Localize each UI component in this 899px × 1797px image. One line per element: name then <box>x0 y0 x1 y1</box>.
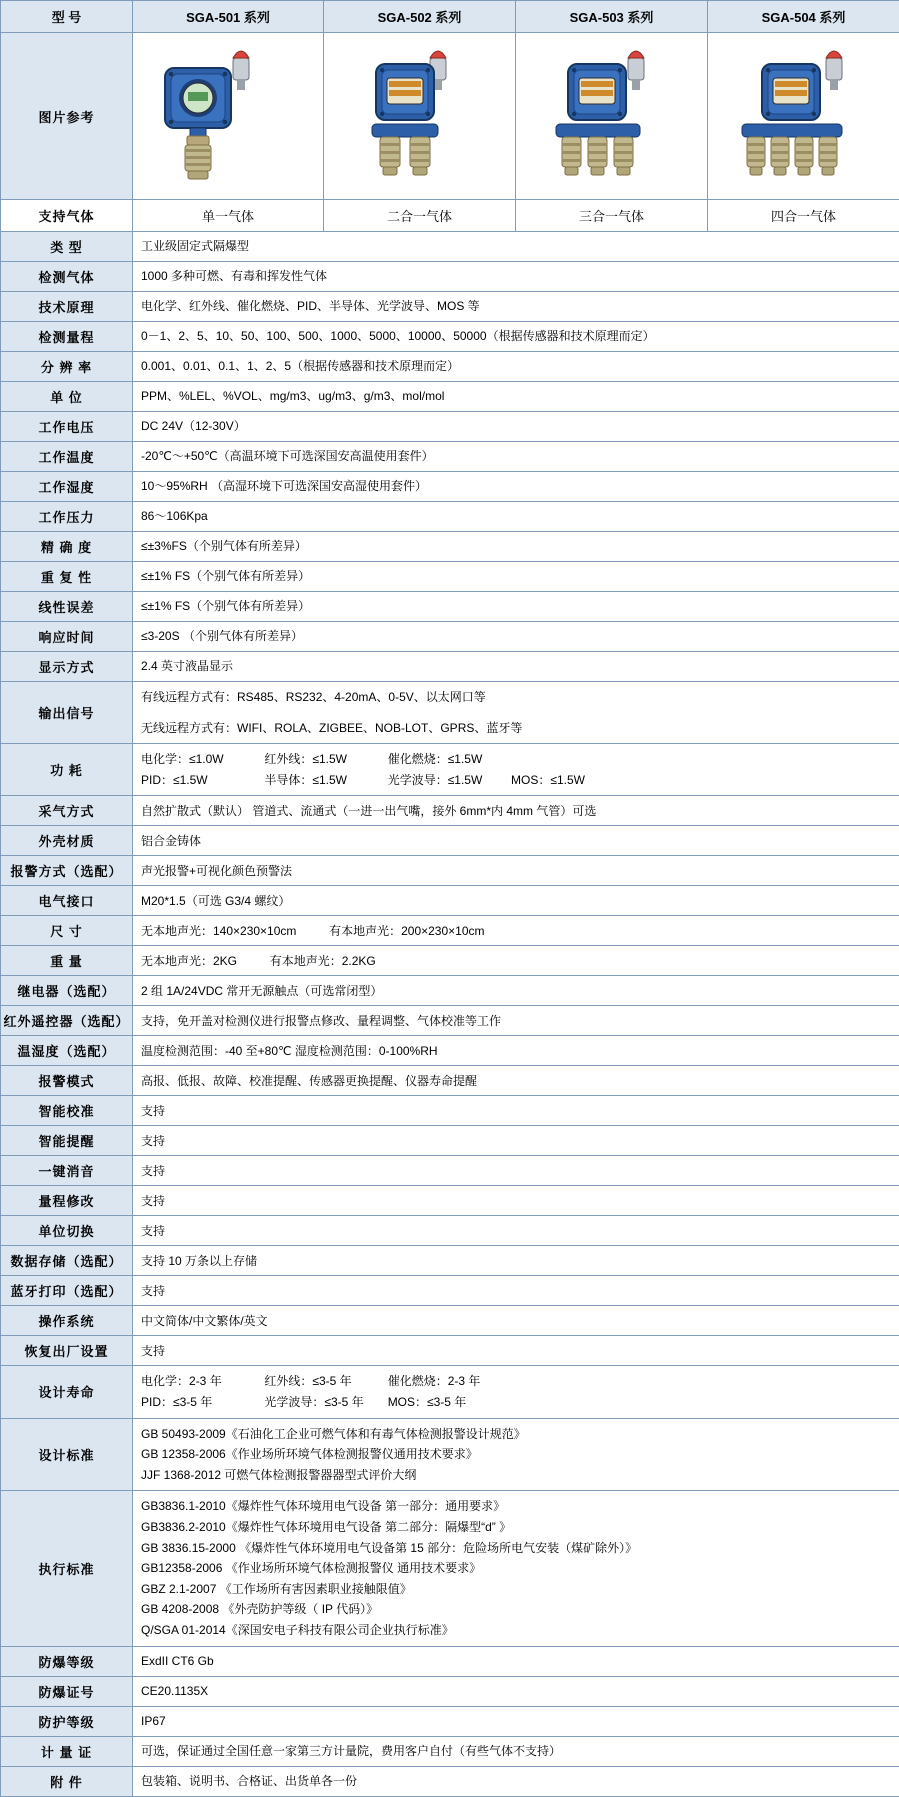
table-row-principle <box>1 292 899 322</box>
table-row-smart-reminder <box>1 1126 899 1156</box>
exec-standard-line: GB12358-2006 《作业场所环境气体检测报警仪 通用技术要求》 <box>141 1558 891 1579</box>
row-value-power <box>133 744 899 796</box>
row-value-temp-humidity-option: 温度检测范围：-40 至+80℃ 湿度检测范围：0-100%RH <box>133 1036 899 1066</box>
row-value-sampling: 自然扩散式（默认） 管道式、流通式（一进一出气嘴，接外 6mm*内 4mm 气管）可选 <box>133 796 899 826</box>
model-503: SGA-503 系列 <box>516 1 708 33</box>
row-label-smart-reminder: 智能提醒 <box>1 1126 133 1156</box>
power-infrared: 红外线：≤1.5W <box>264 750 384 769</box>
row-value-output-signal <box>133 682 899 744</box>
gas-support-501: 单一气体 <box>133 200 324 232</box>
table-row-range-modify <box>1 1186 899 1216</box>
lifetime-mos: MOS：≤3-5 年 <box>388 1393 508 1412</box>
row-value-relay: 2 组 1A/24VDC 常开无源触点（可选常闭型） <box>133 976 899 1006</box>
size-with-alarm: 有本地声光：200×230×10cm <box>329 924 484 938</box>
table-row-exec-standard <box>1 1491 899 1646</box>
row-label-ex-certificate: 防爆证号 <box>1 1676 133 1706</box>
row-label-one-key-mute: 一键消音 <box>1 1156 133 1186</box>
row-label-alarm-mode: 报警模式 <box>1 1066 133 1096</box>
row-value-principle: 电化学、红外线、催化燃烧、PID、半导体、光学波导、MOS 等 <box>133 292 899 322</box>
table-row-ex-certificate <box>1 1676 899 1706</box>
row-value-resolution: 0.001、0.01、0.1、1、2、5（根据传感器和技术原理而定） <box>133 352 899 382</box>
table-row-temp-humidity-option <box>1 1036 899 1066</box>
row-label-output-signal: 输出信号 <box>1 682 133 744</box>
row-label-accuracy: 精 确 度 <box>1 532 133 562</box>
row-label-weight: 重 量 <box>1 946 133 976</box>
power-semiconductor: 半导体：≤1.5W <box>264 771 384 790</box>
table-row-gas-support <box>1 200 899 232</box>
table-row-power <box>1 744 899 796</box>
exec-standard-line: GB 4208-2008 《外壳防护等级（ IP 代码）》 <box>141 1599 891 1620</box>
lifetime-line-2 <box>141 1392 891 1413</box>
sensor-illustration-1 <box>141 40 316 190</box>
row-value-factory-reset: 支持 <box>133 1336 899 1366</box>
size-without-alarm: 无本地声光：140×230×10cm <box>141 924 296 938</box>
row-value-shell-material: 铝合金铸体 <box>133 826 899 856</box>
row-value-type: 工业级固定式隔爆型 <box>133 232 899 262</box>
gas-support-502: 二合一气体 <box>324 200 516 232</box>
row-label-pressure: 工作压力 <box>1 502 133 532</box>
exec-standard-line: GB3836.2-2010《爆炸性气体环境用电气设备 第二部分：隔爆型“d” 》 <box>141 1517 891 1538</box>
table-row-unit <box>1 382 899 412</box>
table-row-sampling <box>1 796 899 826</box>
row-value-smart-calibration: 支持 <box>133 1096 899 1126</box>
product-image-504 <box>708 33 899 200</box>
sensor-illustration-3 <box>524 40 699 190</box>
row-value-size <box>133 916 899 946</box>
row-value-temperature: -20℃～+50℃（高温环境下可选深国安高温使用套件） <box>133 442 899 472</box>
table-row-type <box>1 232 899 262</box>
table-row-accuracy <box>1 532 899 562</box>
row-value-one-key-mute: 支持 <box>133 1156 899 1186</box>
row-label-lifetime: 设计寿命 <box>1 1366 133 1418</box>
table-row-alarm-method <box>1 856 899 886</box>
row-label-ir-remote: 红外遥控器（选配） <box>1 1006 133 1036</box>
row-label-voltage: 工作电压 <box>1 412 133 442</box>
table-row-range <box>1 322 899 352</box>
table-row-accessories <box>1 1766 899 1796</box>
table-row-relay <box>1 976 899 1006</box>
table-row-factory-reset <box>1 1336 899 1366</box>
row-value-electrical-interface: M20*1.5（可选 G3/4 螺纹） <box>133 886 899 916</box>
row-value-bluetooth-print: 支持 <box>133 1276 899 1306</box>
gas-support-503: 三合一气体 <box>516 200 708 232</box>
row-label-unit: 单 位 <box>1 382 133 412</box>
table-row-weight <box>1 946 899 976</box>
lifetime-electrochemical: 电化学：2-3 年 <box>141 1372 261 1391</box>
table-row-electrical-interface <box>1 886 899 916</box>
table-row-alarm-mode <box>1 1066 899 1096</box>
table-row-model <box>1 1 899 33</box>
row-label-humidity: 工作湿度 <box>1 472 133 502</box>
exec-standard-line: GB 3836.15-2000 《爆炸性气体环境用电气设备第 15 部分：危险场所电气安装（煤矿除外）》 <box>141 1538 891 1559</box>
table-row-temperature <box>1 442 899 472</box>
table-row-images <box>1 33 899 200</box>
row-label-size: 尺 寸 <box>1 916 133 946</box>
row-label-type: 类 型 <box>1 232 133 262</box>
row-label-model: 型 号 <box>1 1 133 33</box>
power-mos: MOS：≤1.5W <box>511 771 631 790</box>
product-image-501 <box>133 33 324 200</box>
lifetime-infrared: 红外线：≤3-5 年 <box>264 1372 384 1391</box>
power-pid: PID：≤1.5W <box>141 771 261 790</box>
table-row-voltage <box>1 412 899 442</box>
sensor-illustration-2 <box>332 40 507 190</box>
row-value-linearity: ≤±1% FS（个别气体有所差异） <box>133 592 899 622</box>
row-label-range: 检测量程 <box>1 322 133 352</box>
lifetime-pid: PID：≤3-5 年 <box>141 1393 261 1412</box>
row-value-voltage: DC 24V（12-30V） <box>133 412 899 442</box>
power-optical: 光学波导：≤1.5W <box>388 771 508 790</box>
row-label-exec-standard: 执行标准 <box>1 1491 133 1646</box>
row-value-response-time: ≤3-20S （个别气体有所差异） <box>133 622 899 652</box>
row-label-power: 功 耗 <box>1 744 133 796</box>
row-label-sampling: 采气方式 <box>1 796 133 826</box>
row-label-shell-material: 外壳材质 <box>1 826 133 856</box>
product-image-502 <box>324 33 516 200</box>
row-value-design-standard <box>133 1418 899 1491</box>
row-value-accessories: 包装箱、说明书、合格证、出货单各一份 <box>133 1766 899 1796</box>
table-row-data-storage <box>1 1246 899 1276</box>
model-504: SGA-504 系列 <box>708 1 899 33</box>
row-label-resolution: 分 辨 率 <box>1 352 133 382</box>
output-signal-wired: 有线远程方式有：RS485、RS232、4-20mA、0-5V、以太网口等 <box>141 687 891 708</box>
row-label-data-storage: 数据存储（选配） <box>1 1246 133 1276</box>
lifetime-catalytic: 催化燃烧：2-3 年 <box>388 1372 508 1391</box>
table-row-detect-gas <box>1 262 899 292</box>
row-label-factory-reset: 恢复出厂设置 <box>1 1336 133 1366</box>
row-value-smart-reminder: 支持 <box>133 1126 899 1156</box>
row-value-ip-rating: IP67 <box>133 1706 899 1736</box>
row-label-detect-gas: 检测气体 <box>1 262 133 292</box>
row-label-principle: 技术原理 <box>1 292 133 322</box>
power-line-2 <box>141 770 891 791</box>
row-label-response-time: 响应时间 <box>1 622 133 652</box>
spacer <box>141 708 891 718</box>
table-row-design-standard <box>1 1418 899 1491</box>
row-value-weight <box>133 946 899 976</box>
design-standard-line: GB 50493-2009《石油化工企业可燃气体和有毒气体检测报警设计规范》 <box>141 1424 891 1445</box>
exec-standard-line: GB3836.1-2010《爆炸性气体环境用电气设备 第一部分：通用要求》 <box>141 1496 891 1517</box>
table-row-display <box>1 652 899 682</box>
row-value-exec-standard <box>133 1491 899 1646</box>
power-electrochemical: 电化学：≤1.0W <box>141 750 261 769</box>
exec-standard-line: GBZ 2.1-2007 《工作场所有害因素职业接触限值》 <box>141 1579 891 1600</box>
row-label-metrology-certificate: 计 量 证 <box>1 1736 133 1766</box>
row-value-ir-remote: 支持，免开盖对检测仪进行报警点修改、量程调整、气体校准等工作 <box>133 1006 899 1036</box>
table-row-bluetooth-print <box>1 1276 899 1306</box>
row-label-repeatability: 重 复 性 <box>1 562 133 592</box>
model-501: SGA-501 系列 <box>133 1 324 33</box>
row-value-accuracy: ≤±3%FS（个别气体有所差异） <box>133 532 899 562</box>
table-row-ex-rating <box>1 1646 899 1676</box>
table-row-smart-calibration <box>1 1096 899 1126</box>
row-label-smart-calibration: 智能校准 <box>1 1096 133 1126</box>
table-row-one-key-mute <box>1 1156 899 1186</box>
row-value-humidity: 10～95%RH （高湿环境下可选深国安高湿使用套件） <box>133 472 899 502</box>
gas-support-504: 四合一气体 <box>708 200 899 232</box>
table-row-resolution <box>1 352 899 382</box>
row-label-bluetooth-print: 蓝牙打印（选配） <box>1 1276 133 1306</box>
product-image-503 <box>516 33 708 200</box>
row-value-ex-certificate: CE20.1135X <box>133 1676 899 1706</box>
row-value-detect-gas: 1000 多种可燃、有毒和挥发性气体 <box>133 262 899 292</box>
table-row-pressure <box>1 502 899 532</box>
table-row-lifetime <box>1 1366 899 1418</box>
table-row-output-signal <box>1 682 899 744</box>
power-catalytic: 催化燃烧：≤1.5W <box>388 750 508 769</box>
lifetime-optical: 光学波导：≤3-5 年 <box>264 1393 384 1412</box>
exec-standard-line: Q/SGA 01-2014《深国安电子科技有限公司企业执行标准》 <box>141 1620 891 1641</box>
row-value-range-modify: 支持 <box>133 1186 899 1216</box>
design-standard-line: JJF 1368-2012 可燃气体检测报警器器型式评价大纲 <box>141 1465 891 1486</box>
row-label-relay: 继电器（选配） <box>1 976 133 1006</box>
row-label-alarm-method: 报警方式（选配） <box>1 856 133 886</box>
row-label-electrical-interface: 电气接口 <box>1 886 133 916</box>
power-line-1 <box>141 749 891 770</box>
row-value-range: 0－1、2、5、10、50、100、500、1000、5000、10000、50000（根据传感器和技术原理而定） <box>133 322 899 352</box>
row-label-display: 显示方式 <box>1 652 133 682</box>
row-value-repeatability: ≤±1% FS（个别气体有所差异） <box>133 562 899 592</box>
table-row-response-time <box>1 622 899 652</box>
row-value-alarm-method: 声光报警+可视化颜色预警法 <box>133 856 899 886</box>
row-value-alarm-mode: 高报、低报、故障、校准提醒、传感器更换提醒、仪器寿命提醒 <box>133 1066 899 1096</box>
row-label-accessories: 附 件 <box>1 1766 133 1796</box>
row-label-ex-rating: 防爆等级 <box>1 1646 133 1676</box>
weight-with-alarm: 有本地声光：2.2KG <box>270 954 376 968</box>
row-label-ip-rating: 防护等级 <box>1 1706 133 1736</box>
row-value-pressure: 86～106Kpa <box>133 502 899 532</box>
table-row-size <box>1 916 899 946</box>
table-row-unit-switch <box>1 1216 899 1246</box>
row-label-temperature: 工作温度 <box>1 442 133 472</box>
row-value-ex-rating: ExdII CT6 Gb <box>133 1646 899 1676</box>
row-value-unit-switch: 支持 <box>133 1216 899 1246</box>
table-row-linearity <box>1 592 899 622</box>
row-label-gas-support: 支持气体 <box>1 200 133 232</box>
table-row-humidity <box>1 472 899 502</box>
row-value-os: 中文简体/中文繁体/英文 <box>133 1306 899 1336</box>
table-row-metrology-certificate <box>1 1736 899 1766</box>
output-signal-wireless: 无线远程方式有：WIFI、ROLA、ZIGBEE、NOB-LOT、GPRS、蓝牙等 <box>141 718 891 739</box>
row-label-temp-humidity-option: 温湿度（选配） <box>1 1036 133 1066</box>
row-label-os: 操作系统 <box>1 1306 133 1336</box>
table-row-ir-remote <box>1 1006 899 1036</box>
weight-without-alarm: 无本地声光：2KG <box>141 954 237 968</box>
table-row-shell-material <box>1 826 899 856</box>
row-value-metrology-certificate: 可选，保证通过全国任意一家第三方计量院，费用客户自付（有些气体不支持） <box>133 1736 899 1766</box>
row-label-linearity: 线性误差 <box>1 592 133 622</box>
sensor-illustration-4 <box>716 40 891 190</box>
table-row-os <box>1 1306 899 1336</box>
row-label-images: 图片参考 <box>1 33 133 200</box>
table-row-repeatability <box>1 562 899 592</box>
lifetime-line-1 <box>141 1371 891 1392</box>
row-value-lifetime <box>133 1366 899 1418</box>
row-value-display: 2.4 英寸液晶显示 <box>133 652 899 682</box>
row-label-unit-switch: 单位切换 <box>1 1216 133 1246</box>
model-502: SGA-502 系列 <box>324 1 516 33</box>
row-value-unit: PPM、%LEL、%VOL、mg/m3、ug/m3、g/m3、mol/mol <box>133 382 899 412</box>
row-label-range-modify: 量程修改 <box>1 1186 133 1216</box>
design-standard-line: GB 12358-2006《作业场所环境气体检测报警仪通用技术要求》 <box>141 1444 891 1465</box>
row-value-data-storage: 支持 10 万条以上存储 <box>133 1246 899 1276</box>
table-row-ip-rating <box>1 1706 899 1736</box>
row-label-design-standard: 设计标准 <box>1 1418 133 1491</box>
